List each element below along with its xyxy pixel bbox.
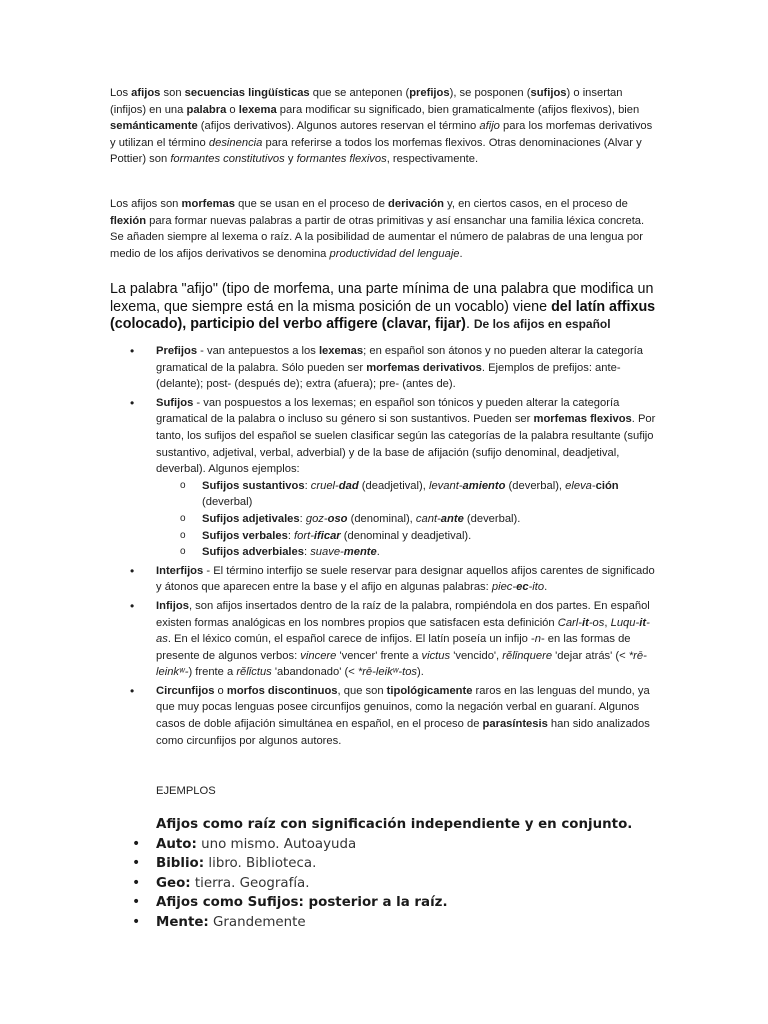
example-item-mente: • Mente: Grandemente	[110, 913, 670, 933]
example-item-geo: • Geo: tierra. Geografía.	[110, 874, 670, 894]
term-afijos: afijos	[131, 87, 161, 99]
paragraph-morfemas: Los afijos son morfemas que se usan en el proceso de derivación y, en ciertos casos, en el proceso de flexión para formar nuevas palabras a partir de otras primitivas y así ensanchar una familia léxica concreta. Se añaden siempre al lexema o raíz. A la posibilidad de aumentar el número de palabras de una lengua por medio de los afijos derivativos se denomina productividad del lenguaje.	[110, 198, 645, 260]
paragraph-definition: Los afijos son secuencias lingüísticas que se anteponen (prefijos), se posponen (sufijos) o insertan (infijos) en una palabra o lexema para modificar su significado, bien gramaticalmente (afijos flexivos), bien semánticamente (afijos derivativos). Algunos autores reservan el término afijo para los morfemas derivativos y utilizan el término desinencia para referirse a todos los morfemas flexivos. Otras denominaciones (Alvar y Pottier) son formantes constitutivos y formantes flexivos, respectivamente.	[110, 87, 653, 166]
sublist-item-adjetivales: o Sufijos adjetivales: goz-oso (denominal), cant-ante (deverbal).	[156, 511, 658, 528]
sublist-item-verbales: o Sufijos verbales: fort-ificar (denominal y deadjetival).	[156, 528, 658, 545]
examples-list	[110, 835, 670, 933]
afijos-type-list	[110, 343, 658, 751]
examples-title: Afijos como raíz con significación independiente y en conjunto.	[156, 817, 633, 832]
list-item-circunfijos: • Circunfijos o morfos discontinuos, que son tipológicamente raros en las lenguas del mundo, ya que muy pocas lenguas posee circunfijos genuinos, como la negación verbal en guaraní. Algunos casos de doble afijación simultánea en español, en el proceso de parasíntesis han sido analizados como circunfijos por algunos autores.	[110, 683, 658, 749]
list-item-prefijos: • Prefijos - van antepuestos a los lexemas; en español son átonos y no pueden alterar la categoría gramatical de la palabra. Sólo pueden ser morfemas derivativos. Ejemplos de prefijos: ante- (delante); post- (después de); extra (afuera); pre- (antes de).	[110, 343, 658, 393]
list-item-interfijos: • Interfijos - El término interfijo se suele reservar para designar aquellos afijos carentes de significado y átonos que aparecen entre la base y el afijo en algunas palabras: piec-ec-ito.	[110, 563, 658, 596]
sublist-item-sustantivos: o Sufijos sustantivos: cruel-dad (deadjetival), levant-amiento (deverbal), eleva-ción (deverbal)	[156, 478, 658, 511]
example-item-auto: • Auto: uno mismo. Autoayuda	[110, 835, 670, 855]
examples-heading: EJEMPLOS	[156, 785, 216, 797]
sublist-item-adverbiales: o Sufijos adverbiales: suave-mente.	[156, 544, 658, 561]
list-item-infijos: • Infijos, son afijos insertados dentro de la raíz de la palabra, rompiéndola en dos partes. En español existen formas analógicas en los nombres propios que satisfacen esta definición Carl-it-os, Luqu-it-as. En el léxico común, el español carece de infijos. El latín poseía un infijo -n- en las formas de presente de algunos verbos: vincere 'vencer' frente a victus 'vencido', rĕlīnquere 'dejar atrás' (< *rē-leinkʷ-) frente a rĕlīctus 'abandonado' (< *rē-leikʷ-tos).	[110, 598, 658, 681]
subheading-afijos-espanol: De los afijos en español	[473, 317, 611, 331]
list-item-sufijos: • Sufijos - van pospuestos a los lexemas; en español son tónicos y pueden alterar la categoría gramatical de la palabra o incluso su género si son sustantivos. Pueden ser morfemas flexivos. Por tanto, los sufijos del español se suelen clasificar según las categorías de la palabra resultante (sufijo sustantivo, adjetival, verbal, adverbial) y de la base de afijación (sufijo denominal, deadjetival, deverbal). Algunos ejemplos: o Sufijos sustantivos: cruel-dad (deadjetival), levant-amiento (deverbal), eleva-ción (deverbal) o Sufijos adjetivales: goz-oso (denominal), cant-ante (deverbal). o Sufijos verbales: fort-ificar (denominal y deadjetival). o Sufijos adverbiales: suave-mente.	[110, 395, 658, 561]
sufijos-sublist	[156, 478, 658, 561]
paragraph-etimologia: La palabra "afijo" (tipo de morfema, una parte mínima de una palabra que modifica un lexema, que siempre está en la misma posición de un vocablo) viene del latín affixus (colocado), participio del verbo affigere (clavar, fijar). De los afijos en español	[110, 281, 656, 332]
example-item-sufijos: • Afijos como Sufijos: posterior a la raíz.	[110, 893, 670, 913]
examples-section	[110, 815, 670, 933]
example-item-biblio: • Biblio: libro. Biblioteca.	[110, 854, 670, 874]
